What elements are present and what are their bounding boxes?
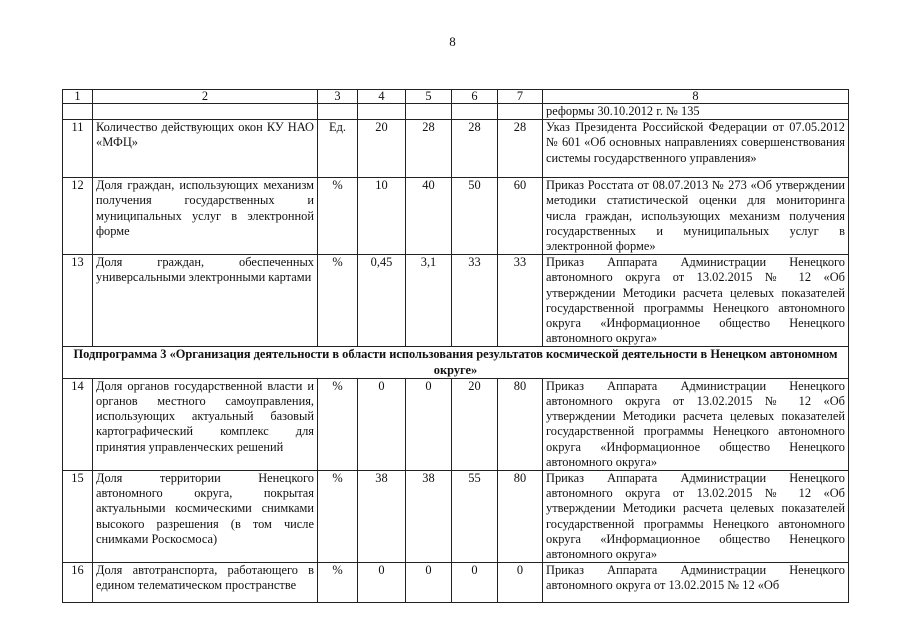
basis-document: Приказ Аппарата Администрации Ненецкого автономного округа от 13.02.2015 № 12 «Об утверждении Методики расчета целевых показателей государственной программы Ненецкого автономного округа «Информационное общество Ненецкого автономного округа» [543,378,849,470]
value-cell: 0 [358,378,406,470]
row-number: 13 [63,255,93,347]
value-cell: 0 [498,563,543,603]
indicator-name: Доля граждан, обеспеченных универсальными электронными картами [93,255,318,347]
column-header: 3 [318,90,358,104]
value-cell: 28 [452,120,498,178]
table-row [63,563,849,603]
column-header: 4 [358,90,406,104]
value-cell: 80 [498,378,543,470]
basis-document: Приказ Аппарата Администрации Ненецкого автономного округа от 13.02.2015 № 12 «Об утверждении Методики расчета целевых показателей государственной программы Ненецкого автономного округа «Информационное общество Ненецкого автономного округа» [543,255,849,347]
unit-cell: Ед. [318,120,358,178]
value-cell: 38 [358,471,406,563]
unit-cell: % [318,255,358,347]
table-row [63,471,849,563]
row-number: 16 [63,563,93,603]
continuation-row [63,104,849,120]
value-cell: 60 [498,178,543,255]
value-cell: 33 [452,255,498,347]
value-cell: 80 [498,471,543,563]
column-header: 5 [406,90,452,104]
row-number: 11 [63,120,93,178]
unit-cell: % [318,378,358,470]
continuation-text: реформы 30.10.2012 г. № 135 [543,104,849,120]
value-cell: 38 [406,471,452,563]
row-number: 12 [63,178,93,255]
value-cell: 20 [358,120,406,178]
unit-cell: % [318,563,358,603]
value-cell: 28 [498,120,543,178]
value-cell: 0 [406,563,452,603]
column-header: 2 [93,90,318,104]
column-header: 8 [543,90,849,104]
subprogram-row [63,347,849,378]
subprogram-title: Подпрограмма 3 «Организация деятельности в области использования результатов космической деятельности в Ненецком автономном округе» [63,347,849,378]
page-number: 8 [449,34,456,49]
indicator-name: Количество действующих окон КУ НАО «МФЦ» [93,120,318,178]
indicators-table [62,89,849,603]
value-cell: 20 [452,378,498,470]
value-cell: 40 [406,178,452,255]
value-cell: 0 [452,563,498,603]
indicator-name: Доля автотранспорта, работающего в едином телематическом пространстве [93,563,318,603]
basis-document: Указ Президента Российской Федерации от 07.05.2012 № 601 «Об основных направлениях совершенствования системы государственного управления» [543,120,849,178]
unit-cell: % [318,178,358,255]
table-row [63,255,849,347]
basis-document: Приказ Аппарата Администрации Ненецкого автономного округа от 13.02.2015 № 12 «Об [543,563,849,603]
table-row [63,120,849,178]
indicator-name: Доля граждан, использующих механизм получения государственных и муниципальных услуг в электронной форме [93,178,318,255]
basis-document: Приказ Росстата от 08.07.2013 № 273 «Об утверждении методики статистической оценки для мониторинга числа граждан, использующих механизм получения государственных и муниципальных услуг в электронной форме» [543,178,849,255]
value-cell: 0 [358,563,406,603]
basis-document: Приказ Аппарата Администрации Ненецкого автономного округа от 13.02.2015 № 12 «Об утверждении Методики расчета целевых показателей государственной программы Ненецкого автономного округа «Информационное общество Ненецкого автономного округа» [543,471,849,563]
indicator-name: Доля территории Ненецкого автономного округа, покрытая актуальными космическими снимками высокого разрешения (в том числе снимками Роскосмоса) [93,471,318,563]
value-cell: 28 [406,120,452,178]
column-header: 7 [498,90,543,104]
unit-cell: % [318,471,358,563]
value-cell: 33 [498,255,543,347]
value-cell: 10 [358,178,406,255]
value-cell: 55 [452,471,498,563]
column-header: 6 [452,90,498,104]
table-row [63,378,849,470]
value-cell: 0,45 [358,255,406,347]
value-cell: 3,1 [406,255,452,347]
row-number: 15 [63,471,93,563]
indicator-name: Доля органов государственной власти и органов местного самоуправления, использующих актуальный базовый картографический комплекс для принятия управленческих решений [93,378,318,470]
value-cell: 0 [406,378,452,470]
value-cell: 50 [452,178,498,255]
column-header: 1 [63,90,93,104]
row-number: 14 [63,378,93,470]
column-numbers-row [63,90,849,104]
table-row [63,178,849,255]
